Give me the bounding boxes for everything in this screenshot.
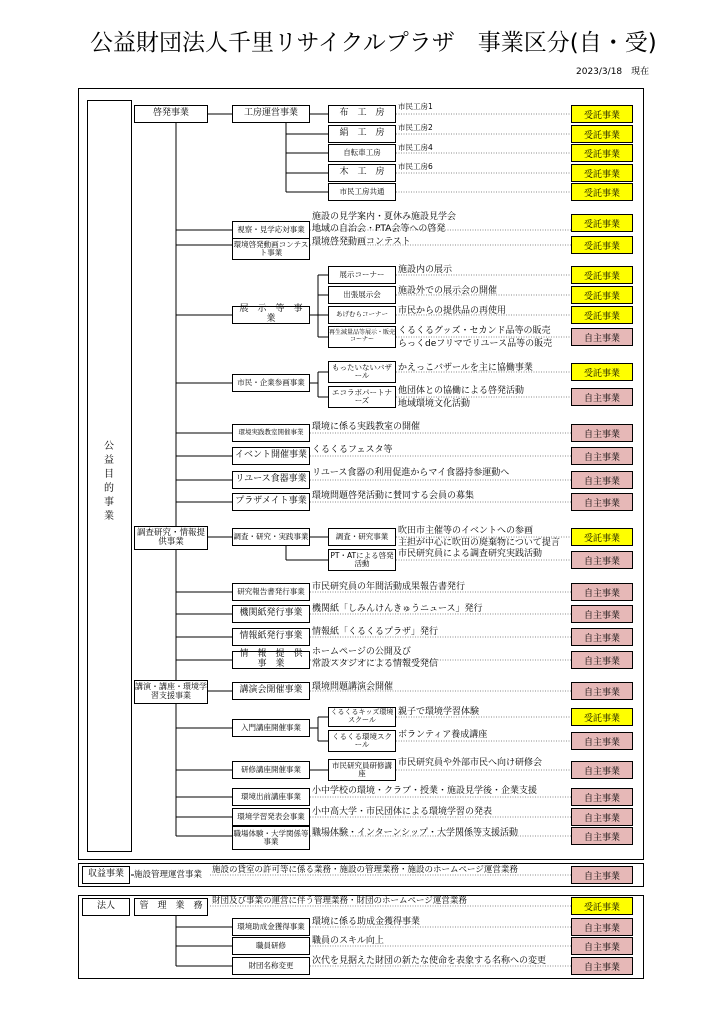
cat-chousa-label: 調査研究・情報提供事業 xyxy=(136,527,205,547)
business-type-tag: 自主事業 xyxy=(571,388,633,406)
sub-shisatsu xyxy=(232,221,310,239)
desc-chousa2: 主担が中心に吹田の廃棄物について提言 xyxy=(398,538,560,548)
sub-josei-label: 環境助成金獲得事業 xyxy=(237,921,305,931)
business-type-tag: 受託事業 xyxy=(571,105,633,123)
third-tenjicorner-label: 展示コーナー xyxy=(339,269,385,279)
third-shutchou-label: 出張展示会 xyxy=(343,289,381,299)
sub-demae-label: 環境出前講座事業 xyxy=(241,791,301,801)
business-type-tag: 自主事業 xyxy=(571,328,633,346)
desc-kurukuru: ボランティア養成講座 xyxy=(398,730,488,740)
sub-chousajissen xyxy=(232,528,310,546)
sub-shisatsu-label: 視察・見学応対事業 xyxy=(237,224,305,234)
sub-jouhoushi-label: 情報紙発行事業 xyxy=(239,631,303,642)
sub-kenshu-label: 研修講座開催事業 xyxy=(241,764,301,774)
third-nuno-label: 布 工 房 xyxy=(339,108,385,119)
third-kids xyxy=(328,707,396,727)
third-ptat xyxy=(328,549,396,571)
cat-kouen-label: 講演・講座・環境学習支援事業 xyxy=(135,682,207,700)
sub-kouenkai xyxy=(232,682,310,700)
business-type-tag: 自主事業 xyxy=(571,682,633,700)
date-label: 2023/3/18 現在 xyxy=(576,67,650,77)
third-kurukuru xyxy=(328,730,396,752)
sub-shimin xyxy=(232,374,310,392)
business-type-tag: 受託事業 xyxy=(571,363,633,381)
public-purpose-label: 公益目的事業 xyxy=(104,441,114,522)
sub-kikanshi-label: 機関紙発行事業 xyxy=(239,608,303,619)
sub-kouenkai-label: 講演会開催事業 xyxy=(239,685,303,696)
desc-event: くるくるフェスタ等 xyxy=(312,445,393,455)
business-type-tag: 自主事業 xyxy=(571,471,633,489)
business-type-tag: 受託事業 xyxy=(571,306,633,324)
business-type-tag: 自主事業 xyxy=(571,551,633,569)
third-moku xyxy=(328,164,396,182)
business-type-tag: 受託事業 xyxy=(571,708,633,726)
desc-houkoku: 市民研究員の年間活動成果報告書発行 xyxy=(312,582,466,592)
business-type-tag: 自主事業 xyxy=(571,583,633,601)
desc-shisatsu2: 地域の自治会・PTA会等への啓発 xyxy=(312,224,446,234)
third-saisei xyxy=(328,326,396,348)
desc-jissen: 環境に係る実践教室の開催 xyxy=(312,422,421,432)
business-type-tag: 自主事業 xyxy=(571,957,633,975)
third-saisei-label: 再生減量品等展示・販売コーナー xyxy=(329,329,396,343)
sub-tenji xyxy=(232,306,310,324)
business-type-tag: 自主事業 xyxy=(571,628,633,646)
revenue-label-text: 収益事業 xyxy=(87,869,124,880)
sub-jouhoushi xyxy=(232,628,310,646)
desc-jouhou1: ホームページの公開及び xyxy=(312,647,411,657)
desc-kids: 親子で環境学習体験 xyxy=(398,707,480,717)
corp-label-text: 法人 xyxy=(96,901,115,912)
business-type-tag: 受託事業 xyxy=(571,183,633,201)
sub-event-label: イベント開催事業 xyxy=(234,450,307,461)
sub-meishou-label: 財団名称変更 xyxy=(248,960,294,970)
business-type-tag: 自主事業 xyxy=(571,937,633,955)
business-type-tag: 自主事業 xyxy=(571,866,633,884)
business-type-tag: 自主事業 xyxy=(571,827,633,845)
desc-shisatsu1: 施設の見学案内・夏休み施設見学会 xyxy=(312,212,457,222)
desc-jouhoushi: 情報紙「くるくるプラザ」発行 xyxy=(312,627,439,637)
business-type-tag: 受託事業 xyxy=(571,125,633,143)
business-type-tag: 自主事業 xyxy=(571,732,633,750)
sub-nyumon-label: 入門講座開催事業 xyxy=(241,722,301,732)
cat-kanri-label: 管 理 業 務 xyxy=(139,901,203,912)
desc-chousa1: 吹田市主催等のイベントへの参画 xyxy=(398,526,534,536)
desc-eco1: 他団体との協働による啓発活動 xyxy=(398,386,525,396)
sub-koubou-label: 工房運営事業 xyxy=(243,108,298,119)
business-type-tag: 自主事業 xyxy=(571,918,633,936)
sub-jissen xyxy=(232,424,310,442)
cat-kouen xyxy=(134,680,208,704)
business-type-tag: 受託事業 xyxy=(571,266,633,284)
cat-shisetsu: 施設管理運営事業 xyxy=(134,870,203,880)
third-mottainai-label: もったいないバザール xyxy=(332,362,392,380)
sub-kenshu xyxy=(232,761,310,779)
desc-reuse: リユース食器の利用促進からマイ食器持参運動へ xyxy=(312,468,510,478)
third-kurukuru-label: くるくる環境スクール xyxy=(332,731,392,749)
sub-shokuba-label: 職場体験・大学関係等事業 xyxy=(233,828,309,846)
desc-josei: 環境に係る助成金獲得事業 xyxy=(312,917,421,927)
sub-jissen-label: 環境実践教室開催事業 xyxy=(238,428,304,437)
sub-reuse-label: リユース食器事業 xyxy=(235,474,307,485)
third-shiminken-label: 市民研究員研修講座 xyxy=(332,760,392,778)
business-type-tag: 自主事業 xyxy=(571,808,633,826)
desc-shisetsu: 施設の貸室の許可等に係る業務・施設の管理業務・施設のホームページ運営業務 xyxy=(212,865,518,875)
third-shutchou xyxy=(328,286,396,304)
desc-tenji2: 施設外での展示会の開催 xyxy=(398,286,498,296)
third-agedora xyxy=(328,306,396,324)
desc-saisei2: らっくdeフリマでリユース品等の販売 xyxy=(398,339,553,349)
sub-houkoku-label: 研究報告書発行事業 xyxy=(237,586,305,596)
third-chousakenkyu-label: 調査・研究事業 xyxy=(335,531,389,541)
sub-keihatsudouga-label: 環境啓発動画コンテスト事業 xyxy=(233,239,309,257)
sub-plaza-label: プラザメイト事業 xyxy=(235,496,307,507)
third-ecolabo-label: エコラボパートナーズ xyxy=(332,387,392,405)
sub-kikanshi xyxy=(232,605,310,623)
desc-kanri: 財団及び事業の運営に伴う管理業務・財団のホームページ運営業務 xyxy=(212,896,467,906)
sub-koubou xyxy=(232,105,310,123)
third-chousakenkyu xyxy=(328,528,396,546)
sub-gakushu xyxy=(232,808,310,826)
desc-kouenkai: 環境問題講演会開催 xyxy=(312,682,394,692)
business-type-tag: 自主事業 xyxy=(571,651,633,669)
business-type-tag: 自主事業 xyxy=(571,605,633,623)
business-type-tag: 受託事業 xyxy=(571,286,633,304)
desc-shokuin: 職員のスキル向上 xyxy=(312,936,384,946)
third-kyoudou-label: 市民工房共通 xyxy=(339,186,385,196)
desc-k6: 市民工房6 xyxy=(398,162,433,171)
desc-ptat: 市民研究員による調査研究実践活動 xyxy=(398,549,543,559)
third-moku-label: 木 工 房 xyxy=(339,167,385,178)
desc-meishou: 次代を見据えた財団の新たな使命を表象する名称への変更 xyxy=(312,956,547,966)
third-tenjicorner xyxy=(328,266,396,284)
business-type-tag: 自主事業 xyxy=(571,761,633,779)
corp-label xyxy=(82,898,130,916)
sub-tenji-label: 展 示 等 事 業 xyxy=(239,304,312,324)
sub-jouhou-label: 情 報 提 供 事 業 xyxy=(239,649,312,669)
third-agedora-label: あげむらコーナー xyxy=(336,310,388,319)
desc-gakushu: 小中高大学・市民団体による環境学習の発表 xyxy=(312,807,493,817)
third-mottainai xyxy=(328,361,396,383)
revenue-label xyxy=(82,866,130,884)
third-kids-label: くるくるキッズ環境スクール xyxy=(330,708,394,724)
desc-demae: 小中学校の環境・クラブ・授業・施設見学後・企業支援 xyxy=(312,786,538,796)
business-type-tag: 自主事業 xyxy=(571,424,633,442)
business-type-tag: 受託事業 xyxy=(571,214,633,232)
sub-shimin-label: 市民・企業参画事業 xyxy=(237,377,305,387)
desc-douga: 環境啓発動画コンテスト xyxy=(312,237,411,247)
desc-kenshu: 市民研究員や外部市民へ向け研修会 xyxy=(398,758,543,768)
sub-shokuin-label: 職員研修 xyxy=(256,940,286,950)
desc-jouhou2: 常設スタジオによる情報受発信 xyxy=(312,659,439,669)
third-jitensha-label: 自転車工房 xyxy=(343,147,381,157)
sub-shokuba xyxy=(232,826,310,850)
business-type-tag: 受託事業 xyxy=(571,236,633,254)
business-type-tag: 受託事業 xyxy=(571,144,633,162)
sub-demae xyxy=(232,788,310,806)
third-kinu xyxy=(328,125,396,143)
sub-meishou xyxy=(232,957,310,975)
sub-gakushu-label: 環境学習発表会事業 xyxy=(237,811,305,821)
sub-chousajissen-label: 調査・研究・実践事業 xyxy=(233,531,309,541)
sub-reuse xyxy=(232,471,310,489)
desc-shokuba: 職場体験・インターンシップ・大学関係等支援活動 xyxy=(312,828,519,838)
sub-event xyxy=(232,447,310,465)
business-type-tag: 受託事業 xyxy=(571,897,633,915)
sub-keihatsudouga xyxy=(232,238,310,260)
cat-keihatsu xyxy=(134,105,208,123)
sub-jouhou xyxy=(232,651,310,669)
business-type-tag: 受託事業 xyxy=(571,164,633,182)
desc-eco2: 地域環境文化活動 xyxy=(398,399,471,409)
desc-k4: 市民工房4 xyxy=(398,143,433,152)
business-type-tag: 自主事業 xyxy=(571,788,633,806)
business-type-tag: 受託事業 xyxy=(571,528,633,546)
desc-saisei1: くるくるグッズ・セカンド品等の販売 xyxy=(398,326,551,336)
desc-tenji3: 市民からの提供品の再使用 xyxy=(398,306,507,316)
cat-keihatsu-label: 啓発事業 xyxy=(152,108,189,119)
sub-plaza xyxy=(232,493,310,511)
cat-chousa xyxy=(134,526,208,550)
desc-tenji1: 施設内の展示 xyxy=(398,265,453,275)
third-kinu-label: 絹 工 房 xyxy=(339,128,385,139)
third-nuno xyxy=(328,105,396,123)
third-ptat-label: PT・ATによる啓発活動 xyxy=(330,550,394,568)
third-ecolabo xyxy=(328,386,396,408)
sub-nyumon xyxy=(232,719,310,737)
desc-mottainai: かえっこバザールを主に協働事業 xyxy=(398,363,533,373)
desc-plaza: 環境問題啓発活動に賛同する会員の募集 xyxy=(312,491,475,501)
page-title: 公益財団法人千里リサイクルプラザ 事業区分(自・受) xyxy=(90,30,657,56)
desc-kikanshi: 機関紙「しみんけんきゅうニュース」発行 xyxy=(312,604,483,614)
sub-houkoku xyxy=(232,583,310,601)
third-jitensha xyxy=(328,144,396,162)
business-type-tag: 自主事業 xyxy=(571,447,633,465)
third-shiminken xyxy=(328,759,396,781)
third-kyoudou xyxy=(328,183,396,201)
sub-josei xyxy=(232,918,310,936)
sub-shokuin xyxy=(232,937,310,955)
desc-k1: 市民工房1 xyxy=(398,102,433,111)
cat-kanri xyxy=(134,898,208,916)
business-type-tag: 自主事業 xyxy=(571,493,633,511)
desc-k2: 市民工房2 xyxy=(398,123,433,132)
